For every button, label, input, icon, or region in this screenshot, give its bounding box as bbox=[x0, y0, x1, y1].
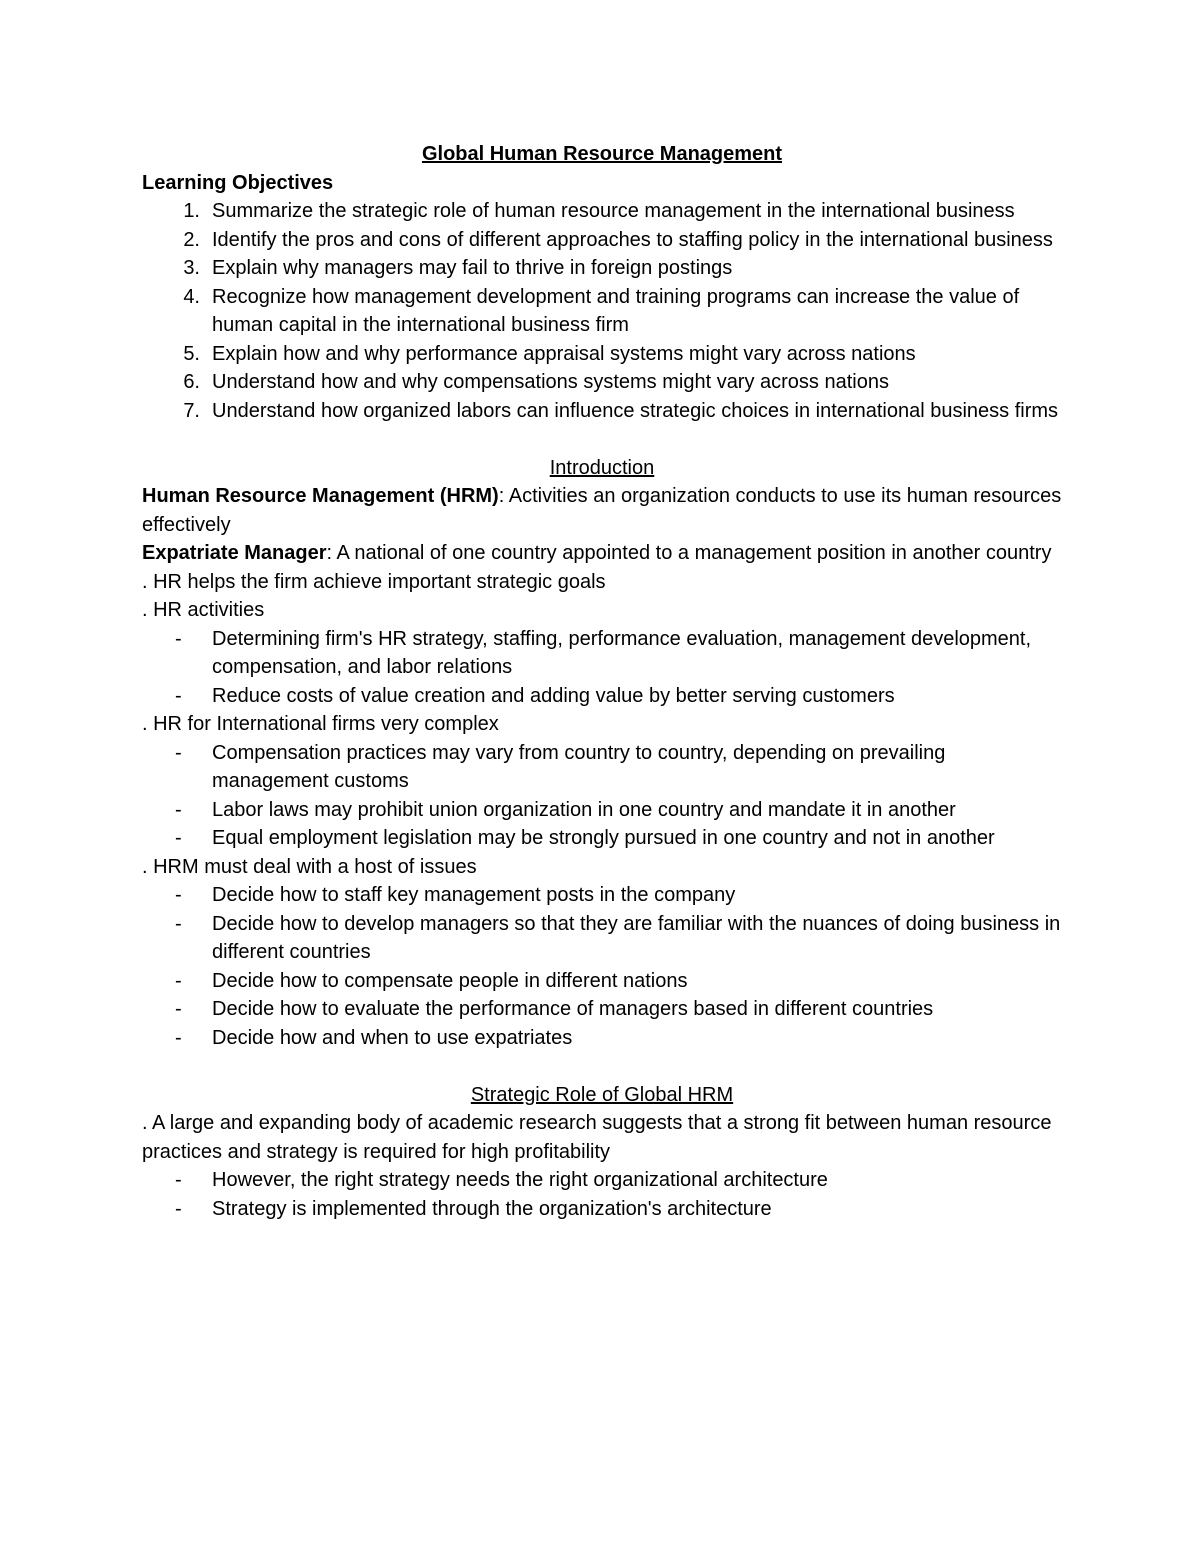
dash-marker: - bbox=[175, 1026, 182, 1049]
sub-point bbox=[142, 967, 1062, 996]
definition-term: Expatriate Manager bbox=[142, 542, 327, 564]
objective-text: Identify the pros and cons of different approaches to staffing policy in the international business bbox=[212, 228, 1053, 251]
sub-point-text: Labor laws may prohibit union organization in one country and mandate it in another bbox=[212, 798, 956, 821]
objective-item bbox=[142, 340, 1062, 369]
sub-point bbox=[142, 625, 1062, 682]
objective-item bbox=[142, 254, 1062, 283]
intro-point: . HR activities bbox=[142, 599, 265, 621]
dash-marker: - bbox=[175, 912, 182, 935]
sub-point-text: Decide how to evaluate the performance of managers based in different countries bbox=[212, 998, 934, 1020]
definition-text: : A national of one country appointed to a management position in another country bbox=[326, 542, 1052, 564]
objective-text: Summarize the strategic role of human resource management in the international business bbox=[212, 200, 1015, 222]
introduction-heading: Introduction bbox=[549, 456, 655, 479]
dash-marker: - bbox=[175, 998, 182, 1020]
objective-number: 3. bbox=[183, 257, 200, 279]
objective-number: 5. bbox=[183, 342, 200, 365]
section-spacer bbox=[142, 1052, 1062, 1081]
intro-point: . HR helps the firm achieve important strategic goals bbox=[142, 570, 606, 593]
dash-marker: - bbox=[175, 1169, 182, 1191]
dash-marker: - bbox=[175, 627, 182, 650]
objective-number: 7. bbox=[183, 399, 200, 422]
sub-point bbox=[142, 739, 1062, 796]
dash-marker: - bbox=[175, 684, 182, 707]
sub-point-list bbox=[142, 1166, 1062, 1223]
sub-point-list bbox=[142, 625, 1062, 711]
strategic-role-heading: Strategic Role of Global HRM bbox=[470, 1083, 734, 1106]
objective-number: 2. bbox=[183, 228, 200, 251]
objective-item bbox=[142, 368, 1062, 397]
objective-text: Explain how and why performance appraisal systems might vary across nations bbox=[212, 342, 916, 365]
sub-point-text: Strategy is implemented through the organization's architecture bbox=[212, 1197, 772, 1220]
sub-point-text: Equal employment legislation may be strongly pursued in one country and not in another bbox=[212, 827, 995, 849]
learning-objectives-list bbox=[142, 197, 1062, 425]
sub-point-text: Decide how to compensate people in different nations bbox=[212, 969, 688, 992]
sub-point bbox=[142, 796, 1062, 825]
sub-point bbox=[142, 995, 1062, 1024]
sub-point bbox=[142, 910, 1062, 967]
sub-point-text: Decide how and when to use expatriates bbox=[212, 1026, 573, 1049]
dash-marker: - bbox=[175, 741, 182, 764]
sub-point-text: Determining firm's HR strategy, staffing, performance evaluation, management development, compensation, and labor relations bbox=[212, 627, 1032, 678]
sub-point-list bbox=[142, 739, 1062, 853]
objective-text: Recognize how management development and training programs can increase the value of human capital in the international business firm bbox=[212, 285, 1020, 336]
sub-point-list bbox=[142, 881, 1062, 1052]
definition-text: : Activities an organization conducts to use its human resources effectively bbox=[142, 485, 1062, 536]
objective-number: 6. bbox=[183, 371, 200, 393]
dash-marker: - bbox=[175, 884, 182, 906]
sub-point bbox=[142, 1195, 1062, 1224]
definition-hrm bbox=[142, 482, 1062, 539]
objective-text: Understand how and why compensations systems might vary across nations bbox=[212, 371, 889, 393]
section-spacer bbox=[142, 425, 1062, 454]
objective-item bbox=[142, 197, 1062, 226]
intro-point: . HRM must deal with a host of issues bbox=[142, 855, 477, 878]
sub-point bbox=[142, 1166, 1062, 1195]
objective-number: 4. bbox=[183, 285, 200, 308]
sub-point bbox=[142, 824, 1062, 853]
sub-point bbox=[142, 881, 1062, 910]
objective-text: Explain why managers may fail to thrive in foreign postings bbox=[212, 257, 733, 279]
learning-objectives-heading: Learning Objectives bbox=[142, 171, 334, 194]
objective-item bbox=[142, 397, 1062, 426]
objective-item bbox=[142, 226, 1062, 255]
sub-point-text: Decide how to develop managers so that they are familiar with the nuances of doing business in different countries bbox=[212, 912, 1061, 963]
document-page bbox=[142, 140, 1062, 1223]
sub-point-text: However, the right strategy needs the right organizational architecture bbox=[212, 1169, 828, 1191]
sub-point bbox=[142, 1024, 1062, 1053]
dash-marker: - bbox=[175, 827, 182, 849]
dash-marker: - bbox=[175, 969, 182, 992]
dash-marker: - bbox=[175, 1197, 182, 1220]
objective-item bbox=[142, 283, 1062, 340]
strategic-point: . A large and expanding body of academic research suggests that a strong fit between human resource practices and strategy is required for high profitability bbox=[142, 1112, 1052, 1163]
sub-point-text: Reduce costs of value creation and adding value by better serving customers bbox=[212, 684, 895, 707]
intro-point: . HR for International firms very complex bbox=[142, 713, 499, 735]
objective-number: 1. bbox=[183, 200, 200, 222]
sub-point-text: Decide how to staff key management posts in the company bbox=[212, 884, 736, 906]
definition-expatriate bbox=[142, 539, 1062, 568]
definition-term: Human Resource Management (HRM) bbox=[142, 485, 499, 507]
sub-point bbox=[142, 682, 1062, 711]
objective-text: Understand how organized labors can influence strategic choices in international business firms bbox=[212, 399, 1059, 422]
document-title: Global Human Resource Management bbox=[421, 143, 783, 165]
dash-marker: - bbox=[175, 798, 182, 821]
sub-point-text: Compensation practices may vary from country to country, depending on prevailing management customs bbox=[212, 741, 946, 792]
